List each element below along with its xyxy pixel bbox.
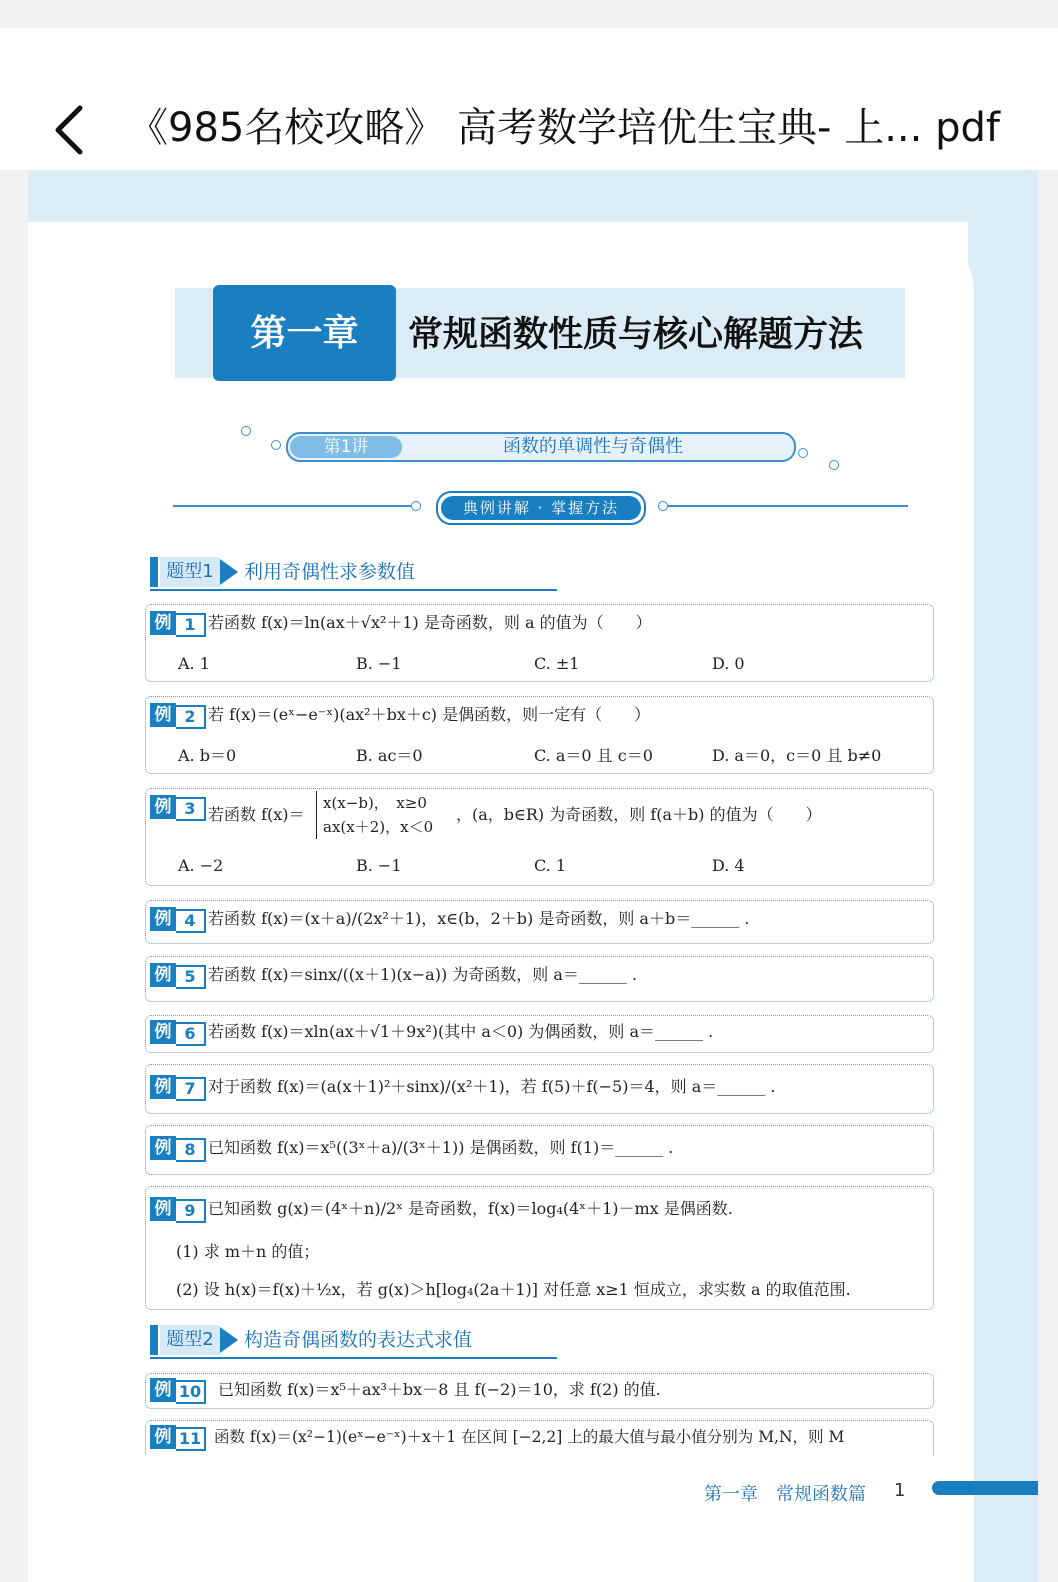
method-banner [436,491,646,525]
example-box [145,1186,934,1310]
example-stem: 若函数 f(x)＝xln(ax＋√1＋9x²)(其中 a＜0) 为偶函数，则 a＝______ . [208,1022,714,1041]
type-title: 利用奇偶性求参数值 [244,561,416,583]
example-badge [150,611,206,635]
decor-circle [798,448,808,458]
option-a: A. 1 [178,654,210,673]
badge-number: 7 [176,1077,206,1101]
example-stem: 已知函数 f(x)＝x⁵((3ˣ＋a)/(3ˣ＋1)) 是偶函数，则 f(1)＝______ . [208,1138,674,1157]
option-d: D. a＝0，c＝0 且 b≠0 [712,746,882,765]
example-box [145,1015,934,1053]
example-badge [150,1378,206,1402]
triangle-arrow-icon [220,559,238,585]
lecture-title: 函数的单调性与奇偶性 [503,436,683,457]
badge-char: 例 [150,795,176,819]
example-box [145,1064,934,1114]
badge-char: 例 [150,907,176,931]
example-badge [150,963,206,987]
footer-section-name: 常规函数篇 [776,1484,866,1505]
document-title: 《985名校攻略》 高考数学培优生宝典- 上... pdf [128,105,1000,151]
option-b: B. ac＝0 [356,746,423,765]
sub-question-1: (1) 求 m＋n 的值； [176,1242,320,1261]
example-box [145,1125,934,1175]
badge-number: 4 [176,909,206,933]
type-tag: 题型1 [160,557,220,587]
back-arrow-icon[interactable] [50,100,90,160]
badge-number: 6 [176,1022,206,1046]
example-stem: 已知函数 f(x)＝x⁵＋ax³＋bx－8 且 f(−2)＝10，求 f(2) 的值. [218,1380,661,1399]
example-badge [150,1136,206,1160]
option-b: B. −1 [356,856,402,875]
example-stem: 已知函数 g(x)＝(4ˣ＋n)/2ˣ 是奇函数，f(x)＝log₄(4ˣ＋1)－mx 是偶函数. [208,1199,733,1218]
divider-line [173,505,413,507]
decor-circle [271,440,281,450]
type-underline [150,1357,557,1359]
badge-char: 例 [150,1136,176,1160]
example-stem: 若函数 f(x)＝(x＋a)/(2x²＋1)，x∈(b，2＋b) 是奇函数，则 a＋b＝______ . [208,909,750,928]
page-number: 1 [894,1480,906,1501]
example-badge [150,907,206,931]
example-stem: 若函数 f(x)＝ln(ax＋√x²＋1) 是奇函数，则 a 的值为（ ） [208,613,652,632]
divider-line [668,505,908,507]
example-stem: 若函数 f(x)＝sinx/((x＋1)(x−a)) 为奇函数，则 a＝______ . [208,965,638,984]
badge-char: 例 [150,1378,176,1402]
top-bar [0,28,1058,170]
badge-char: 例 [150,1020,176,1044]
type-bar [150,557,158,587]
type-heading [150,1323,570,1357]
badge-char: 例 [150,963,176,987]
type-underline [150,589,557,591]
decor-circle [411,501,421,511]
piece-1: x(x−b)， x≥0 [323,794,427,812]
example-box [145,900,934,944]
piecewise [316,791,433,839]
example-badge [150,1020,206,1044]
badge-number: 8 [176,1138,206,1162]
badge-char: 例 [150,1197,176,1221]
type-bar [150,1325,158,1355]
badge-number: 1 [176,613,206,637]
option-a: A. b＝0 [178,746,237,765]
example-stem: 对于函数 f(x)＝(a(x＋1)²＋sinx)/(x²＋1)，若 f(5)＋f(−5)＝4，则 a＝______ . [208,1077,776,1096]
badge-char: 例 [150,1075,176,1099]
type-title: 构造奇偶函数的表达式求值 [244,1329,473,1351]
example-badge [150,703,206,727]
decor-circle [241,426,251,436]
badge-char: 例 [150,611,176,635]
badge-number: 11 [176,1427,206,1451]
sub-question-2: (2) 设 h(x)＝f(x)＋½x，若 g(x)＞h[log₄(2a＋1)] 对任意 x≥1 恒成立，求实数 a 的取值范围. [176,1280,851,1299]
example-box [145,788,934,886]
badge-number: 2 [176,705,206,729]
example-badge [150,795,206,819]
chapter-label: 第一章 [213,285,396,381]
option-d: D. 4 [712,856,745,875]
example-stem: 若 f(x)＝(eˣ−e⁻ˣ)(ax²＋bx＋c) 是偶函数，则一定有（ ） [208,705,651,724]
badge-number: 3 [176,797,206,821]
option-d: D. 0 [712,654,745,673]
chapter-title: 常规函数性质与核心解题方法 [408,314,864,355]
decor-circle [829,460,839,470]
example-box [145,956,934,1002]
example-box [145,1373,934,1409]
example-box [145,696,934,774]
option-c: C. a＝0 且 c＝0 [534,746,653,765]
example-badge [150,1075,206,1099]
footer-chapter: 第一章 [704,1484,758,1505]
example-stem: 函数 f(x)＝(x²−1)(eˣ−e⁻ˣ)＋x＋1 在区间 [−2,2] 上的最大值与最小值分别为 M,N，则 M [214,1428,845,1446]
decor-circle [658,501,668,511]
example-badge [150,1425,206,1449]
page-top-band [28,170,1038,222]
example-stem-post: ，(a，b∈R) 为奇函数，则 f(a＋b) 的值为（ ） [456,805,822,824]
lecture-label: 第1讲 [290,436,402,458]
option-a: A. −2 [178,856,224,875]
example-box [145,1420,934,1455]
type-tag: 题型2 [160,1325,220,1355]
option-b: B. −1 [356,654,402,673]
page-right-band [968,170,1038,1582]
badge-number: 10 [176,1380,206,1404]
option-c: C. ±1 [534,654,580,673]
pdf-viewer[interactable] [0,170,1058,1582]
option-c: C. 1 [534,856,567,875]
lecture-banner [286,432,796,462]
piece-2: ax(x＋2)，x＜0 [323,818,434,836]
pdf-page [28,170,1038,1582]
method-banner-text: 典例讲解 · 掌握方法 [441,496,641,520]
example-box [145,604,934,682]
example-stem: 若函数 f(x)＝ [208,805,305,824]
footer-accent-bar [932,1481,1038,1495]
example-badge [150,1197,206,1221]
badge-number: 9 [176,1199,206,1223]
badge-number: 5 [176,965,206,989]
badge-char: 例 [150,703,176,727]
type-heading [150,555,570,589]
badge-char: 例 [150,1425,176,1449]
triangle-arrow-icon [220,1327,238,1353]
